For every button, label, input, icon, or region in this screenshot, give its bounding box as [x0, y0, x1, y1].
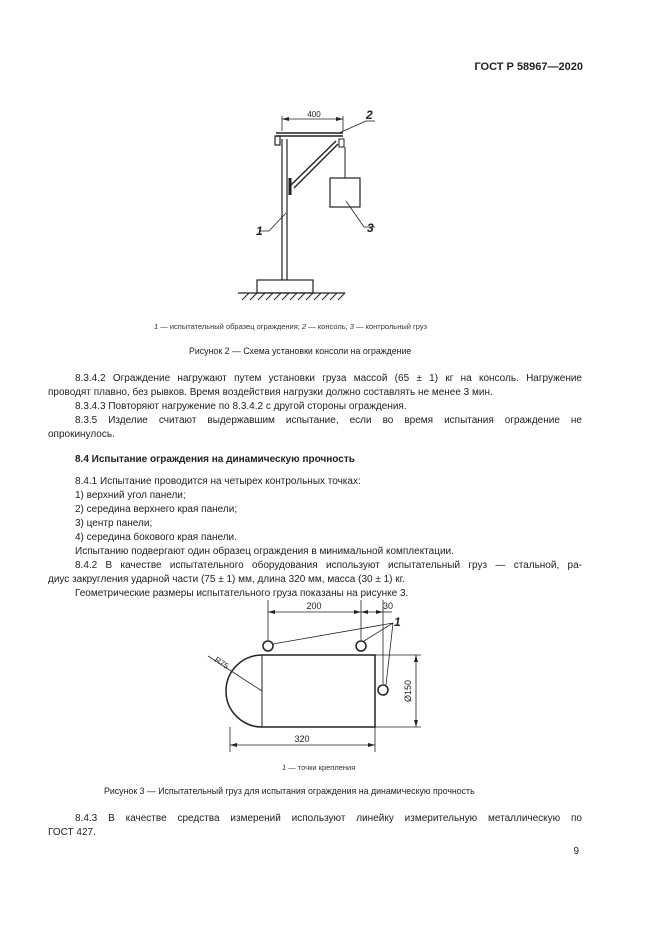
para-8-4-3-line1: 8.4.3 В качестве средства измерений используют линейку измерительную металлическую по [75, 813, 582, 824]
para-8-3-4-3: 8.3.4.3 Повторяют нагружение по 8.3.4.2 с другой стороны ограждения. [75, 401, 407, 412]
mount-point-3 [378, 685, 388, 695]
callout-2-label: 2 [366, 108, 373, 122]
console-clamp [275, 136, 280, 145]
para-8-4-2-line1: 8.4.2 В качестве испытательного оборудования используют испытательный груз — стальной, ра- [75, 560, 582, 571]
callout-3-label: 3 [367, 221, 374, 235]
console-brace-a [291, 141, 336, 185]
figure-2-drawing [230, 100, 390, 305]
page-number: 9 [573, 846, 579, 857]
figure-3-legend: 1 — точки крепления [282, 763, 356, 772]
para-8-3-4-2-line1: 8.3.4.2 Ограждение нагружают путем установки груза массой (65 ± 1) кг на консоль. Нагружение [75, 373, 582, 384]
document-header: ГОСТ Р 58967—2020 [474, 61, 583, 73]
callout-1-label: 1 [394, 615, 401, 629]
list-item-4: 4) середина бокового края панели. [75, 532, 237, 543]
para-8-3-5-line2: опрокинулось. [48, 429, 115, 440]
radius-label: R75 [212, 655, 231, 671]
figure-2-legend: 1 — испытательный образец ограждения; 2 — консоль; 3 — контрольный груз [154, 322, 428, 331]
dim-320-label: 320 [294, 734, 310, 744]
list-item-3: 3) центр панели; [75, 518, 153, 529]
figure-3-caption: Рисунок 3 — Испытательный груз для испытания ограждения на динамическую прочность [104, 786, 475, 796]
para-8-4-2-line2: диус закругления ударной части (75 ± 1) мм, длина 320 мм, масса (30 ± 1) кг. [48, 574, 405, 585]
para-8-4-3-block [48, 812, 582, 840]
main-text-block [48, 372, 582, 601]
mount-point-1 [263, 641, 273, 651]
section-8-4-title: 8.4 Испытание ограждения на динамическую прочность [75, 454, 355, 465]
fence-base [257, 280, 313, 293]
para-8-3-5-line1: 8.3.5 Изделие считают выдержавшим испытание, если во время испытания ограждение не [75, 415, 582, 426]
para-8-3-4-2-line2: проводят плавно, без рывков. Время воздействия нагрузки должно составлять не менее 3 мин. [48, 387, 493, 398]
mount-point-2 [356, 641, 366, 651]
callout-leader-1 [273, 623, 393, 644]
console-brace-b [294, 144, 338, 188]
callout-leader-3 [386, 623, 393, 685]
control-load-box [330, 178, 360, 207]
dim-200-label: 200 [306, 601, 322, 611]
list-item-2: 2) середина верхнего края панели; [75, 504, 238, 515]
para-8-4-1: 8.4.1 Испытание проводится на четырех контрольных точках: [75, 476, 361, 487]
figure-3-drawing [205, 594, 435, 766]
figure-2-caption: Рисунок 2 — Схема установки консоли на ограждение [189, 346, 412, 356]
dim-30-label: 30 [382, 601, 394, 611]
hook-block [339, 139, 344, 147]
test-load-body [226, 655, 375, 727]
list-item-1: 1) верхний угол панели; [75, 490, 186, 501]
para-geometry: Геометрические размеры испытательного груза показаны на рисунке 3. [75, 588, 409, 599]
callout-1-label: 1 [256, 224, 263, 238]
para-sample: Испытанию подвергают один образец ограждения в минимальной комплектации. [75, 546, 454, 557]
base-hatching [238, 293, 345, 300]
diameter-label: Ø150 [403, 679, 413, 703]
dim-400-label: 400 [307, 110, 321, 119]
para-8-4-3-line2: ГОСТ 427. [48, 827, 96, 838]
